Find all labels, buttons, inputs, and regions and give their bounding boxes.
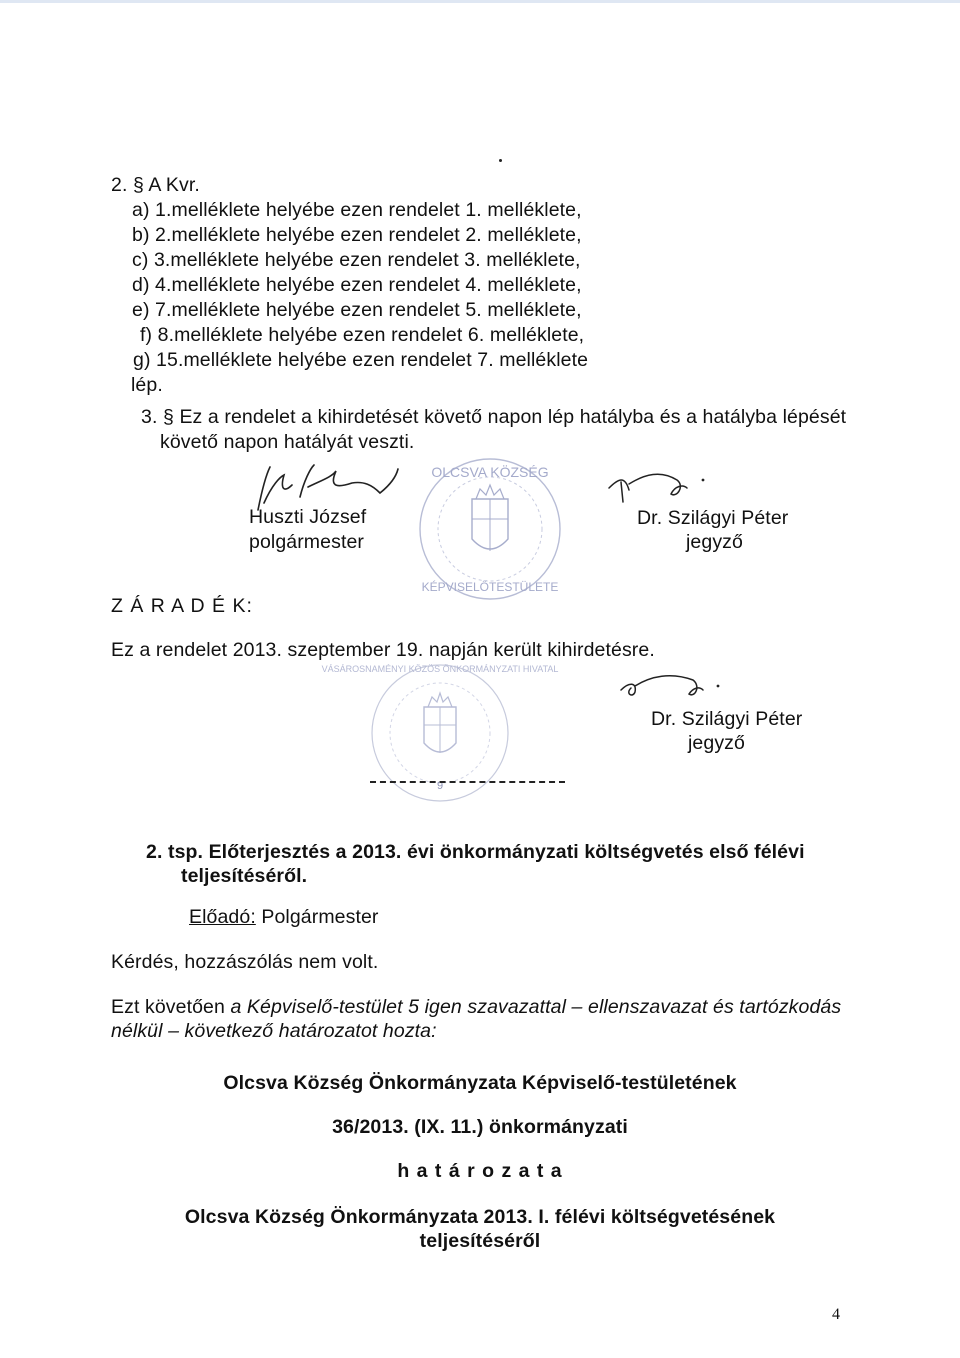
page-number: 4 [832,1306,840,1323]
scan-top-edge [0,0,960,3]
vote-line-1-italic: a Képviselő-testület 5 igen szavazattal – ellenszavazat és tartózkodás [230,996,842,1018]
section-2-item-c: c) 3.melléklete helyébe ezen rendelet 3. melléklete, [132,249,581,271]
agenda-item-line-2: teljesítéséről. [181,865,308,887]
section-2-item-d: d) 4.melléklete helyébe ezen rendelet 4. melléklete, [132,274,582,296]
vote-line-1 [111,995,841,1019]
section-2-item-e: e) 7.melléklete helyébe ezen rendelet 5. melléklete, [132,299,582,321]
vote-line-1-lead: Ezt követően [111,996,231,1018]
section-3-line-2: követő napon hatályát veszti. [160,431,415,453]
section-2-tail: lép. [131,374,163,396]
mayor-name: Huszti József [249,506,367,528]
notary-title: jegyző [686,531,743,553]
dashed-separator [370,781,565,783]
presenter-line [189,905,379,929]
zaradek-label: Z Á R A D É K: [111,595,253,617]
office-stamp [321,655,559,815]
mayor-title: polgármester [249,531,365,553]
zaradek-notary-title: jegyző [688,732,745,754]
notary-handwritten-signature-2 [615,672,735,712]
zaradek-notary-name: Dr. Szilágyi Péter [651,708,803,730]
resolution-body: Olcsva Község Önkormányzata Képviselő-testületének [223,1072,737,1094]
resolution-subject-line-1: Olcsva Község Önkormányzata 2013. I. félévi költségvetésének [184,1206,776,1228]
resolution-subject-line-2: teljesítéséről [419,1230,541,1252]
resolution-kind: h a t á r o z a t a [397,1160,563,1182]
presenter-label: Előadó: [189,906,256,928]
section-2-heading: 2. § A Kvr. [111,174,200,196]
stamp-bottom-text: KÉPVISELŐTESTÜLETE [421,580,559,594]
zaradek-text: Ez a rendelet 2013. szeptember 19. napján került kihirdetésre. [111,639,655,661]
notary-name: Dr. Szilágyi Péter [637,507,789,529]
council-stamp [410,455,570,605]
scan-speck [499,159,502,162]
section-2-item-a: a) 1.melléklete helyébe ezen rendelet 1. melléklete, [132,199,582,221]
questions-note: Kérdés, hozzászólás nem volt. [111,951,379,973]
office-stamp-small-text: 9 [436,780,444,792]
vote-line-2: nélkül – következő határozatot hozta: [111,1020,437,1042]
section-2-item-g: g) 15.melléklete helyébe ezen rendelet 7. melléklete [133,349,589,371]
section-2-item-b: b) 2.melléklete helyébe ezen rendelet 2. melléklete, [132,224,582,246]
presenter-name: Polgármester [255,906,379,928]
section-3-line-1: 3. § Ez a rendelet a kihirdetését követő napon lép hatályba és a hatályba lépését [141,406,847,428]
office-stamp-ring-text: VÁSÁROSNAMÉNYI KÖZÖS ÖNKORMÁNYZATI HIVATAL [321,664,559,674]
resolution-number: 36/2013. (IX. 11.) önkormányzati [332,1116,628,1138]
stamp-top-text: OLCSVA KÖZSÉG [431,464,549,480]
section-2-item-f: f) 8.melléklete helyébe ezen rendelet 6. melléklete, [140,324,585,346]
agenda-item-line-1: 2. tsp. Előterjesztés a 2013. évi önkormányzati költségvetés első félévi [146,841,805,863]
